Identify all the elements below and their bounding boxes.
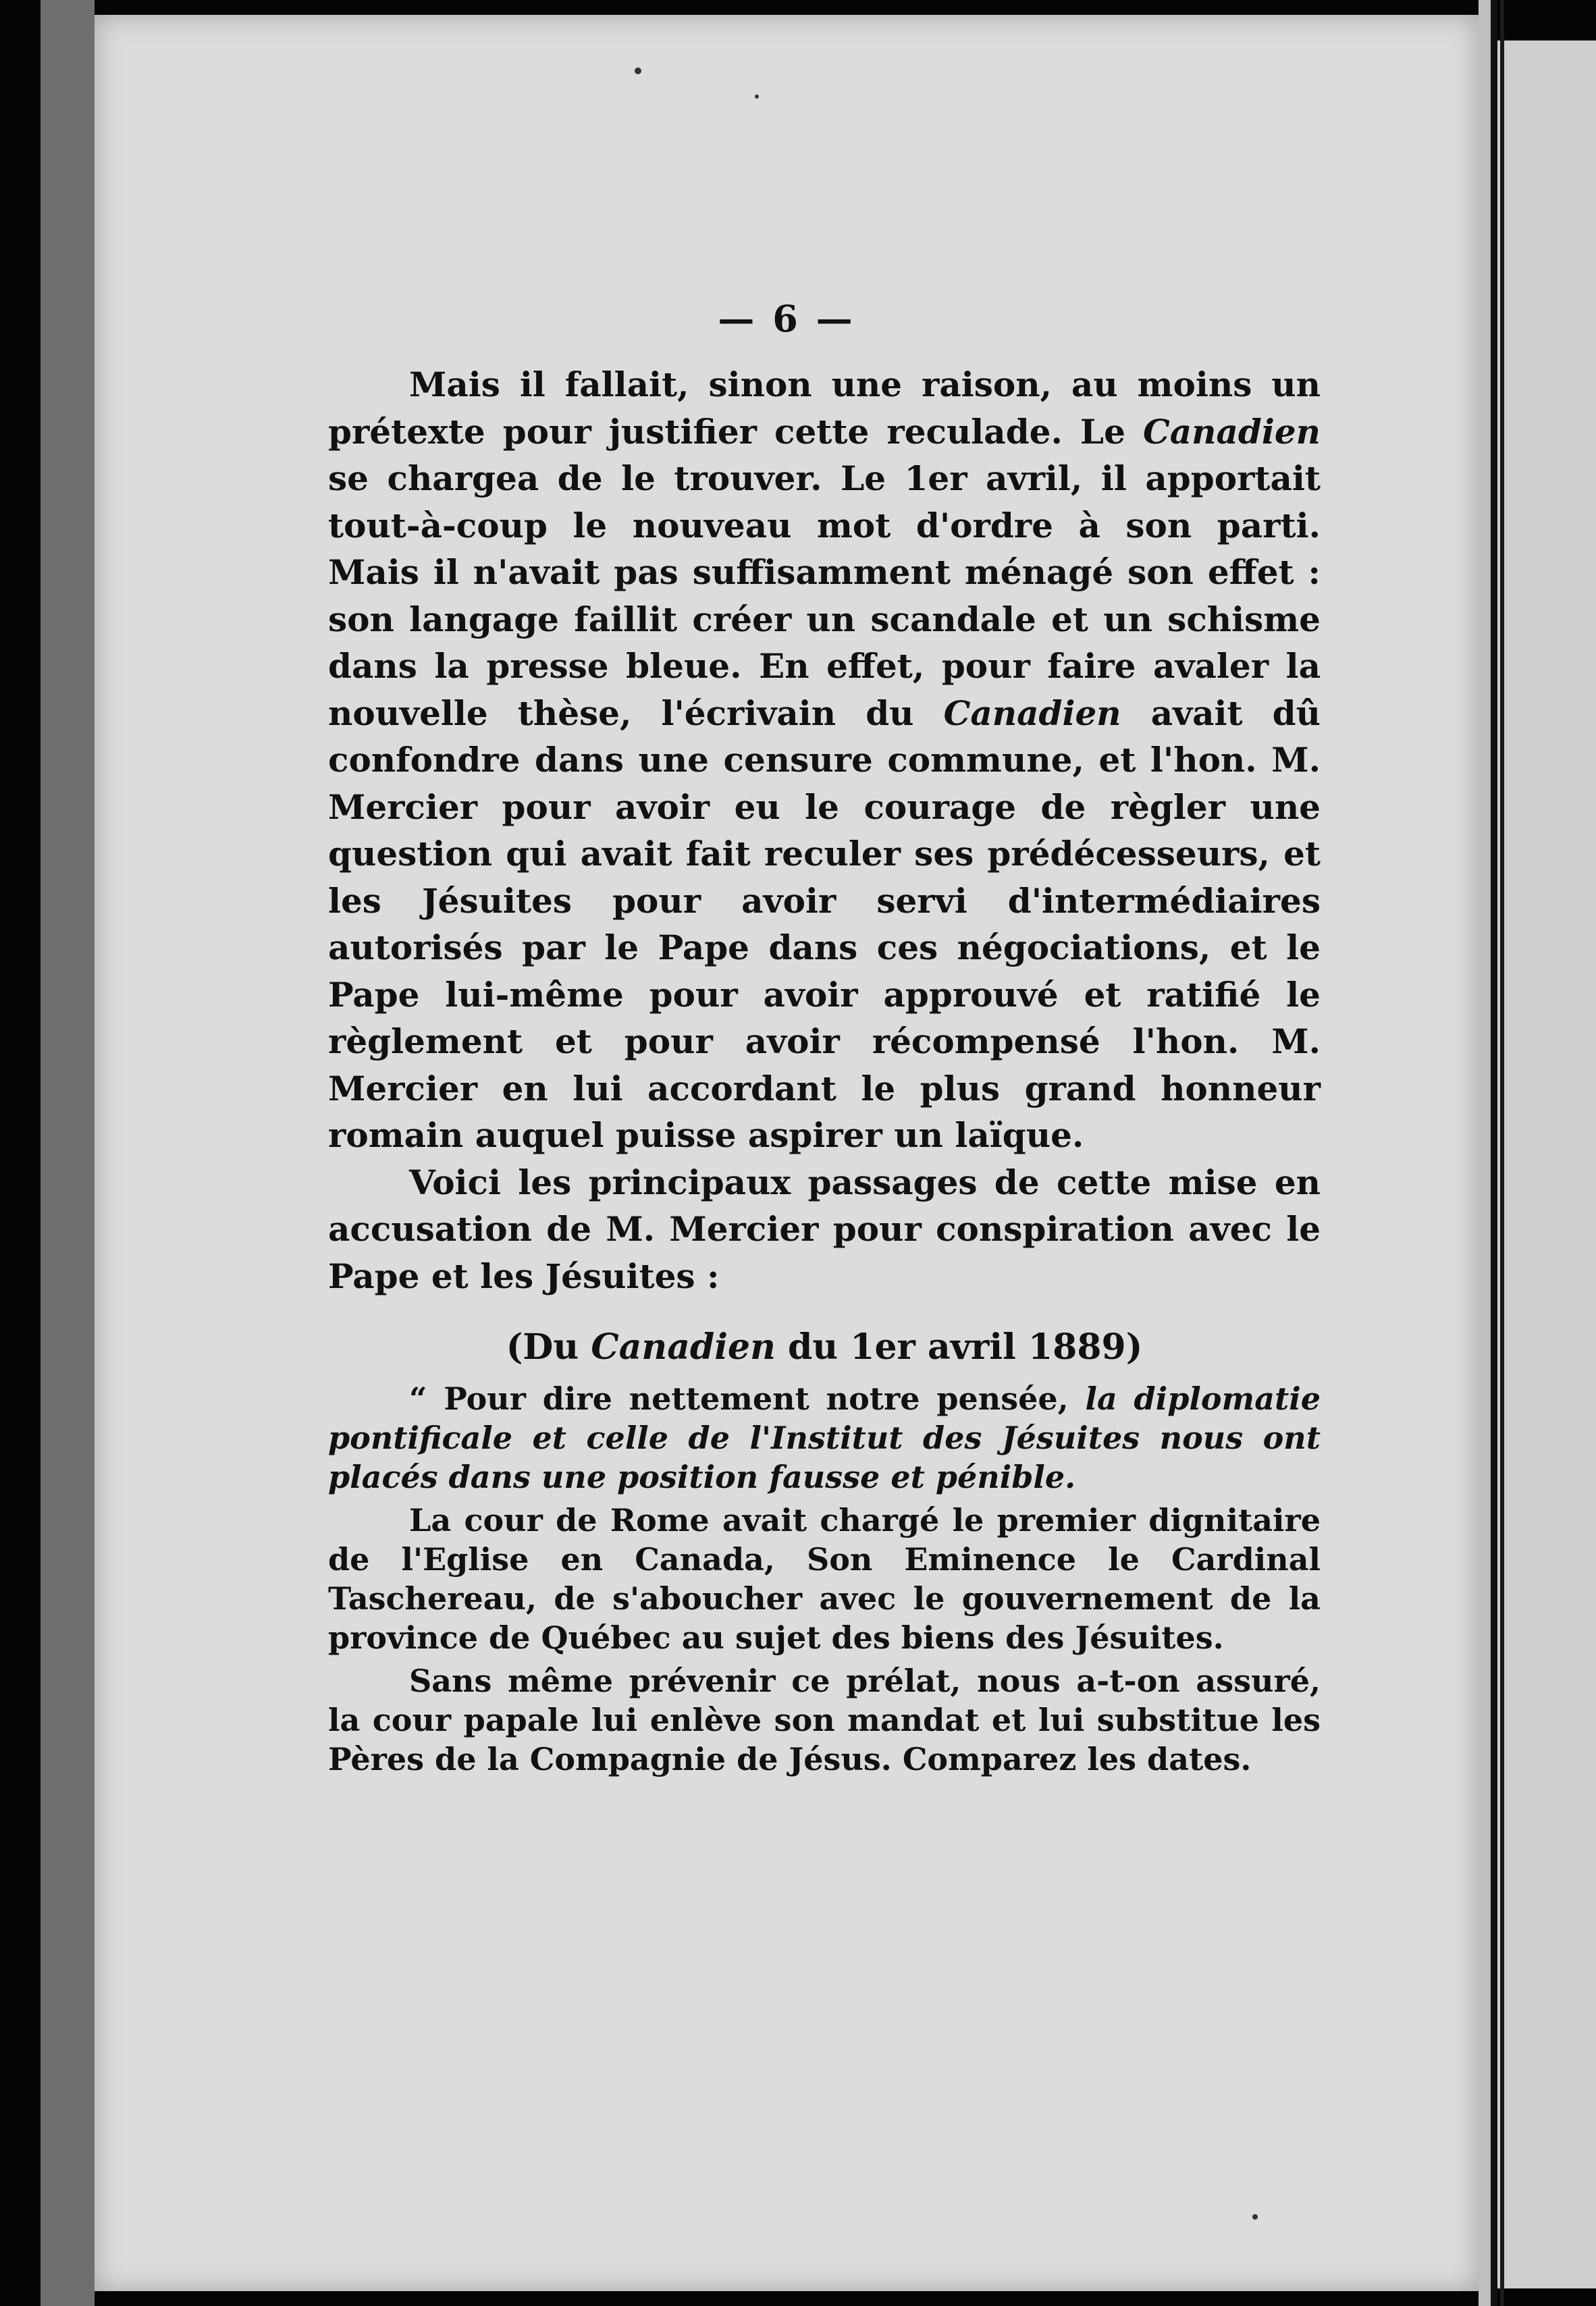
paragraph bbox=[328, 1159, 1321, 1300]
text-run: “ Pour dire nettement notre pensée, bbox=[409, 1380, 1086, 1417]
italic-text: la diplomatie pontificale et celle de l'Institut des Jésuites nous ont placés dans une position fausse et pénible. bbox=[328, 1380, 1321, 1495]
quote-paragraph bbox=[328, 1501, 1321, 1657]
page-edge-left bbox=[41, 0, 95, 2306]
text-run: se chargea de le trouver. Le 1er avril, il apportait tout-à-coup le nouveau mot d'ordre à son parti. Mais il n'avait pas suffisamment ménagé son effet : son langage faillit créer un scandale et un schisme dans la presse bleue. En effet, pour faire avaler la nouvelle thèse, l'écrivain du bbox=[328, 458, 1321, 733]
scan-speck bbox=[1252, 2214, 1258, 2220]
citation-prefix: (Du bbox=[506, 1326, 591, 1368]
paragraph bbox=[328, 361, 1321, 1159]
text-run: La cour de Rome avait chargé le premier dignitaire de l'Eglise en Canada, Son Eminence le Cardinal Taschereau, de s'aboucher avec le gouvernement de la province de Québec au sujet des biens des Jésuites. bbox=[328, 1501, 1321, 1656]
binding-line bbox=[1500, 0, 1504, 2306]
page-number: — 6 — bbox=[718, 297, 855, 340]
text-run: Sans même prévenir ce prélat, nous a-t-on assuré, la cour papale lui enlève son mandat et lui substitue les Pères de la Compagnie de Jésus. Comparez les dates. bbox=[328, 1662, 1321, 1777]
text-run: Voici les principaux passages de cette mise en accusation de M. Mercier pour conspiration avec le Pape et les Jésuites : bbox=[328, 1162, 1321, 1296]
body-text bbox=[328, 361, 1321, 1779]
binding-shadow bbox=[1491, 0, 1497, 2306]
scan-speck bbox=[755, 95, 759, 99]
text-run: avait dû confondre dans une censure commune, et l'hon. M. Mercier pour avoir eu le courage de règler une question qui avait fait reculer ses prédécesseurs, et les Jésuites pour avoir servi d'intermédiaires autorisés par le Pape dans ces négociations, et le Pape lui-même pour avoir approuvé et ratifié le règlement et pour avoir récompensé l'hon. M. Mercier en lui accordant le plus grand honneur romain auquel puisse aspirer un laïque. bbox=[328, 693, 1321, 1155]
quote-paragraph bbox=[328, 1661, 1321, 1779]
citation-heading bbox=[328, 1324, 1321, 1371]
quote-paragraph bbox=[328, 1379, 1321, 1497]
citation-suffix: du 1er avril 1889) bbox=[775, 1326, 1143, 1368]
italic-text: Canadien bbox=[943, 693, 1121, 733]
page-edge-right bbox=[1479, 0, 1491, 2306]
text-run: Mais il fallait, sinon une raison, au moins un prétexte pour justifier cette reculade. Le bbox=[328, 365, 1321, 452]
next-page-edge bbox=[1497, 41, 1596, 2288]
citation-source: Canadien bbox=[591, 1326, 776, 1368]
italic-text: Canadien bbox=[1142, 411, 1321, 452]
scan-speck bbox=[635, 68, 641, 74]
